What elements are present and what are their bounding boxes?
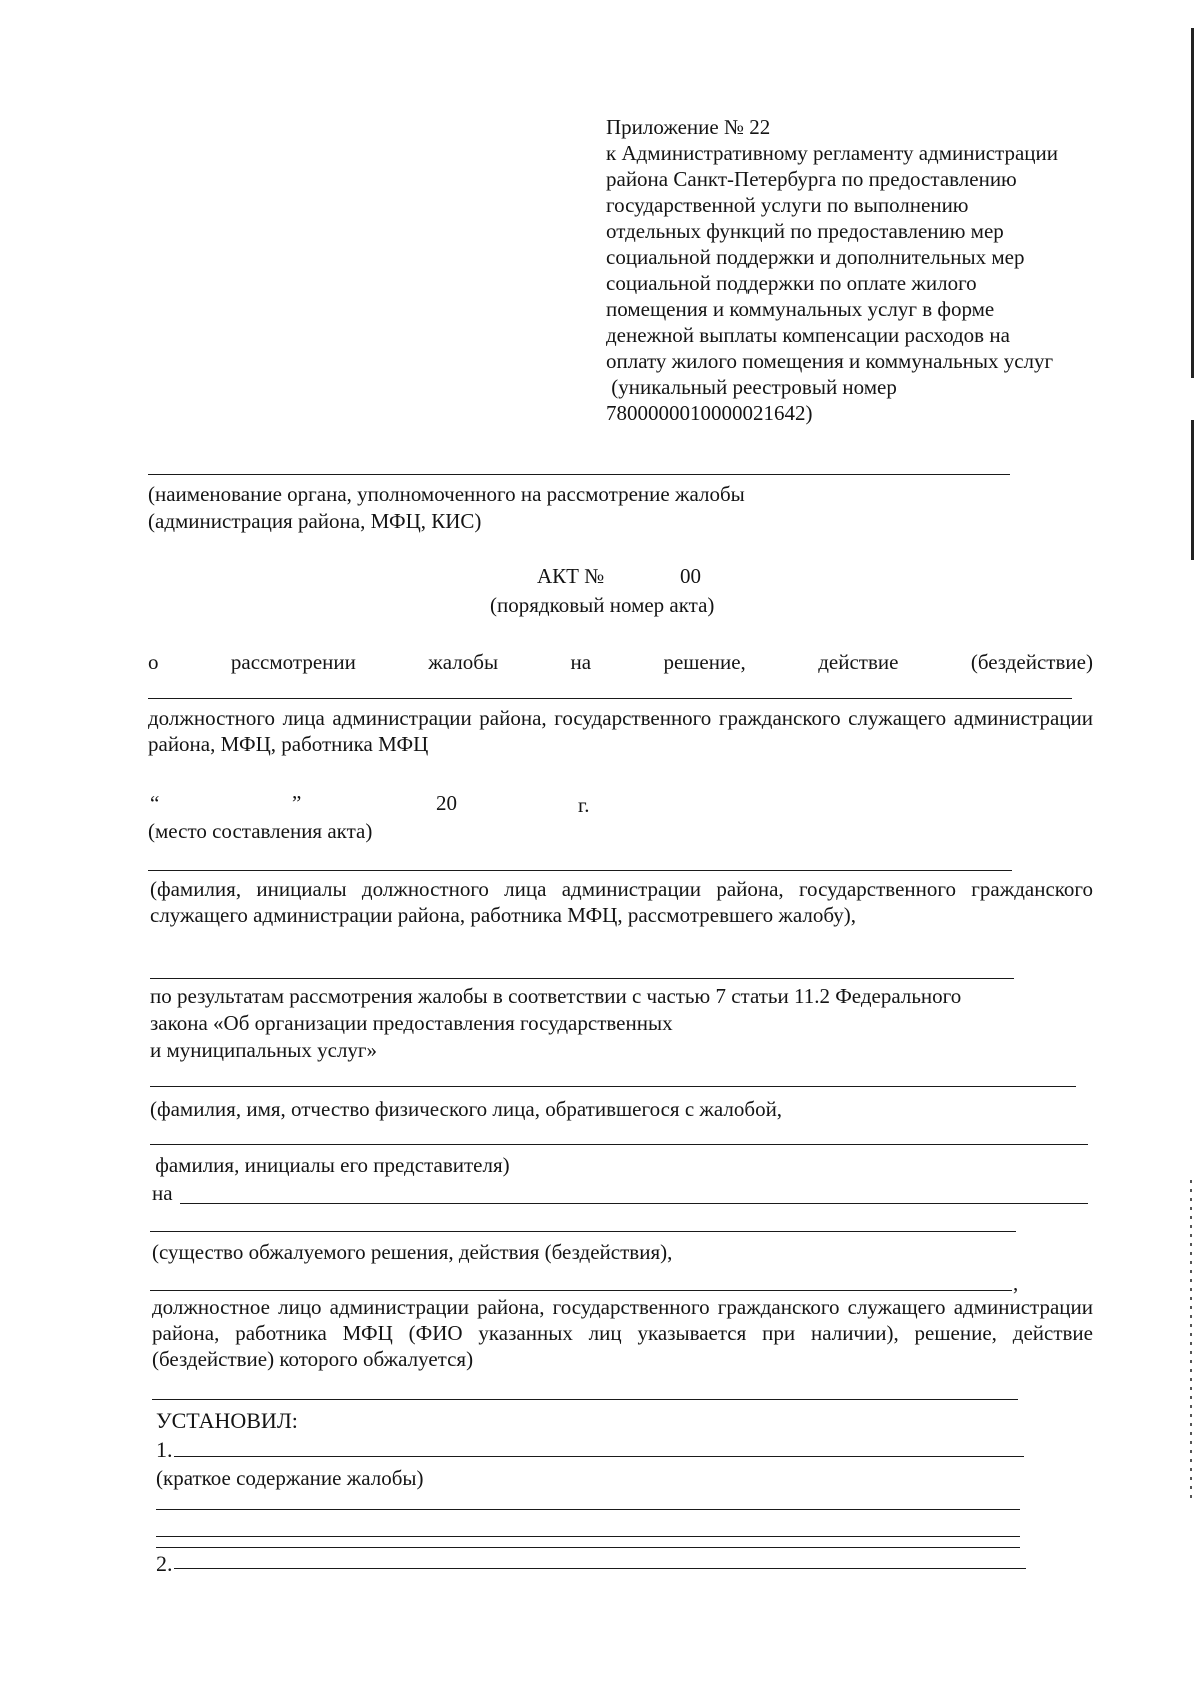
- established-label: УСТАНОВИЛ:: [156, 1408, 298, 1433]
- results-text-1: по результатам рассмотрения жалобы в соответствии с частью 7 статьи 11.2 Федерального: [150, 984, 962, 1008]
- appendix-line: отдельных функций по предоставлению мер: [606, 219, 1004, 243]
- appendix-line: района Санкт-Петербурга по предоставлению: [606, 167, 1017, 191]
- appendix-line: денежной выплаты компенсации расходов на: [606, 323, 1010, 347]
- appendix-line: (уникальный реестровый номер: [606, 375, 897, 399]
- appendix-line: оплату жилого помещения и коммунальных услуг: [606, 349, 1054, 373]
- blank-line-item-1: [174, 1456, 1024, 1457]
- blank-line-essence: [150, 1231, 1016, 1232]
- blank-line-established: [152, 1399, 1018, 1400]
- item-2-number: 2.: [156, 1551, 173, 1576]
- date-quote-close: ”: [292, 791, 302, 815]
- blank-line-essence-2: [150, 1290, 1012, 1291]
- appendix-line: к Административному регламенту администрации: [606, 141, 1059, 165]
- about-word: жалобы: [428, 650, 499, 674]
- essence-comma: ,: [1013, 1271, 1019, 1295]
- appendix-block: [606, 114, 1058, 426]
- blank-line-summary-2: [156, 1536, 1020, 1537]
- blank-line-summary-1: [156, 1509, 1020, 1510]
- date-year-suffix: г.: [578, 793, 590, 817]
- scan-edge-mark: [1191, 28, 1194, 378]
- essence-official-caption: должностное лицо администрации района, государственного гражданского служащего администрации района, работника МФЦ (ФИО указанных лиц указывается при наличии), решение, действие (бездействие) которого обжалуется): [152, 1295, 1093, 1371]
- blank-line-summary-3: [156, 1547, 1020, 1548]
- appendix-line: 7800000010000021642): [606, 401, 813, 425]
- results-text-2: закона «Об организации предоставления государственных: [150, 1011, 673, 1035]
- summary-caption: (краткое содержание жалобы): [156, 1466, 424, 1490]
- about-word: о: [148, 650, 159, 674]
- results-text-3: и муниципальных услуг»: [150, 1038, 378, 1062]
- about-word: на: [570, 650, 592, 674]
- appendix-line: помещения и коммунальных услуг в форме: [606, 297, 995, 321]
- date-year-prefix: 20: [436, 791, 457, 815]
- applicant-caption-2: фамилия, инициалы его представителя): [150, 1153, 510, 1177]
- appendix-line: Приложение № 22: [606, 115, 771, 139]
- blank-line-reviewer: [148, 870, 1012, 871]
- item-1-number: 1.: [156, 1437, 173, 1462]
- blank-line-item-2: [174, 1568, 1026, 1569]
- blank-line-on: [180, 1203, 1088, 1204]
- official-caption: должностного лица администрации района, государственного гражданского служащего администрации района, МФЦ, работника МФЦ: [148, 706, 1093, 756]
- blank-line-applicant: [150, 1086, 1076, 1087]
- act-number: 00: [680, 564, 701, 588]
- authority-caption-2: (администрация района, МФЦ, КИС): [148, 509, 482, 533]
- essence-caption: (существо обжалуемого решения, действия (бездействия),: [152, 1240, 673, 1264]
- appendix-line: социальной поддержки по оплате жилого: [606, 271, 977, 295]
- blank-line-applicant-2: [150, 1144, 1088, 1145]
- about-line: [148, 649, 1093, 675]
- scan-edge-mark: [1191, 420, 1194, 560]
- authority-caption: (наименование органа, уполномоченного на рассмотрение жалобы: [148, 482, 745, 506]
- blank-line-about: [148, 698, 1072, 699]
- about-word: решение,: [663, 650, 746, 674]
- place-caption: (место составления акта): [148, 819, 373, 843]
- blank-line-results: [150, 978, 1014, 979]
- act-label: АКТ №: [537, 564, 605, 588]
- on-label: на: [152, 1181, 173, 1205]
- date-quote-open: “: [150, 791, 160, 815]
- about-word: рассмотрении: [230, 650, 356, 674]
- reviewer-caption: (фамилия, инициалы должностного лица администрации района, государственного гражданского служащего администрации района, работника МФЦ, рассмотревшего жалобу),: [150, 877, 1093, 927]
- about-word: (бездействие): [970, 650, 1093, 674]
- applicant-caption: (фамилия, имя, отчество физического лица, обратившегося с жалобой,: [150, 1097, 783, 1121]
- act-subtitle: (порядковый номер акта): [490, 593, 715, 617]
- scan-dotted-mark: [1190, 1180, 1192, 1500]
- appendix-line: государственной услуги по выполнению: [606, 193, 969, 217]
- blank-line-authority: [148, 474, 1010, 475]
- appendix-line: социальной поддержки и дополнительных мер: [606, 245, 1025, 269]
- about-word: действие: [818, 650, 899, 674]
